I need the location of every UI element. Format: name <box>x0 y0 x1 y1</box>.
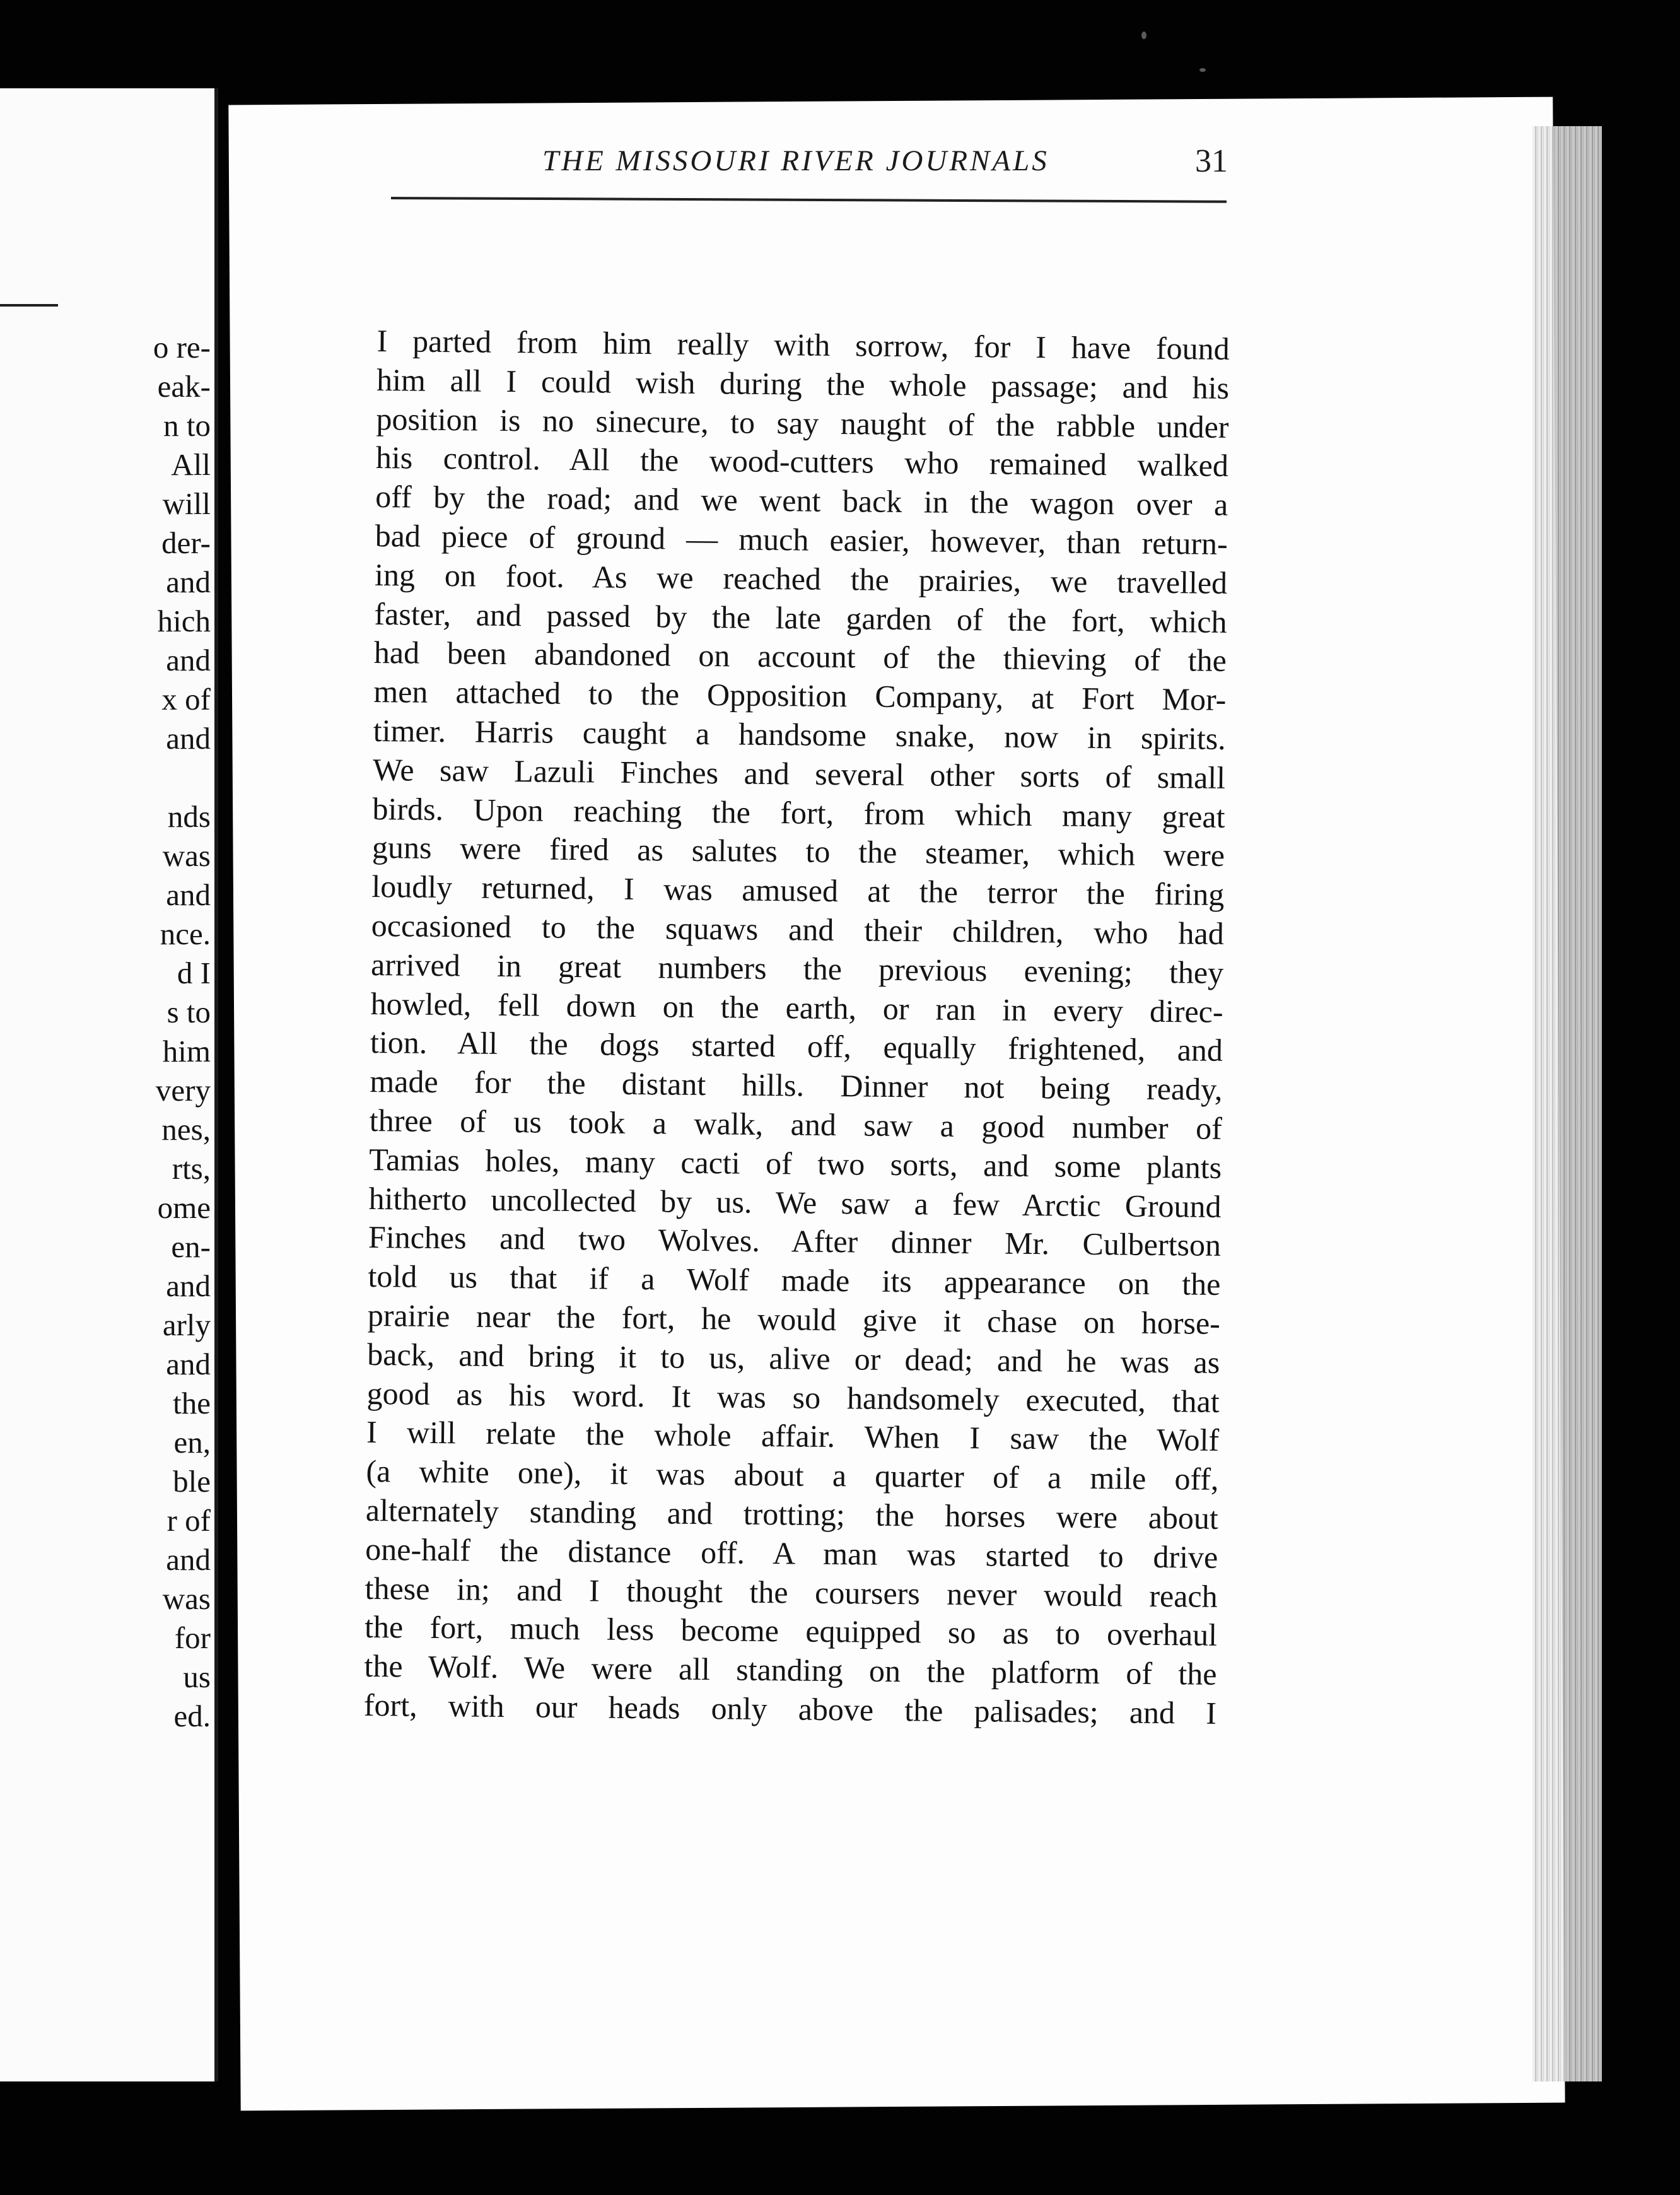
left-page-line: ed. <box>173 1699 211 1733</box>
text-line: faster, and passed by the late garden of the fort, which <box>374 595 1227 640</box>
text-line: him all I could wish during the whole passage; and his <box>376 361 1230 406</box>
text-line: ing on foot. As we reached the prairies, we travelled <box>374 556 1228 600</box>
text-line: arrived in great numbers the previous evening; they <box>370 946 1224 990</box>
left-page-line: was <box>162 838 211 873</box>
text-line: off by the road; and we went back in the wagon over a <box>375 479 1228 523</box>
left-page-line: and <box>166 1347 211 1381</box>
left-page-line: was <box>162 1581 211 1616</box>
left-page-line: him <box>162 1034 211 1068</box>
left-page-line: s to <box>166 995 211 1029</box>
left-page-line: x of <box>161 682 211 717</box>
text-line: good as his word. It was so handsomely executed, that <box>366 1375 1220 1419</box>
text-line: loudly returned, I was amused at the terror the firing <box>371 869 1225 913</box>
text-line: three of us took a walk, and saw a good number of <box>369 1102 1223 1146</box>
text-line: made for the distant hills. Dinner not being ready, <box>370 1063 1223 1108</box>
page-number: 31 <box>1195 143 1228 179</box>
left-page-line: ble <box>173 1464 211 1499</box>
left-page-line: hich <box>157 604 211 638</box>
left-page-line: en- <box>171 1229 211 1264</box>
left-page-line: n to <box>163 408 211 443</box>
dust-speck <box>1141 32 1146 39</box>
left-page-line: and <box>166 565 211 599</box>
left-page-line: very <box>155 1073 211 1108</box>
text-line: prairie near the fort, he would give it chase on horse- <box>367 1297 1221 1341</box>
text-line: timer. Harris caught a handsome snake, now in spirits. <box>373 712 1226 756</box>
left-page-line: rts, <box>172 1151 211 1186</box>
text-line: tion. All the dogs started off, equally frightened, and <box>370 1024 1223 1068</box>
text-line: occasioned to the squaws and their children, who had <box>371 907 1225 951</box>
text-line: his control. All the wood-cutters who remained walked <box>375 440 1229 484</box>
text-line: Tamias holes, many cacti of two sorts, and some plants <box>368 1141 1222 1185</box>
text-line: birds. Upon reaching the fort, from which many great <box>372 790 1225 834</box>
left-page-line: nds <box>167 799 211 834</box>
left-page-line: will <box>162 486 211 521</box>
left-page-line <box>153 758 211 797</box>
left-page-line: ome <box>157 1190 211 1225</box>
text-line: I parted from him really with sorrow, for I have found <box>376 322 1230 366</box>
left-page-line: and <box>166 643 211 677</box>
text-line: I will relate the whole affair. When I saw the Wolf <box>366 1414 1220 1458</box>
left-page-line: nes, <box>161 1112 211 1147</box>
running-head: THE MISSOURI RIVER JOURNALS <box>542 144 1049 177</box>
text-line: (a white one), it was about a quarter of a mile off, <box>366 1453 1219 1497</box>
text-line: hitherto uncollected by us. We saw a few Arctic Ground <box>368 1180 1222 1224</box>
page-block-edge <box>1532 126 1602 2081</box>
left-page-line: and <box>166 1268 211 1303</box>
left-page-line: eak- <box>157 369 211 404</box>
text-line: howled, fell down on the earth, or ran in every direc- <box>370 985 1223 1029</box>
text-line: position is no sinecure, to say naught of the rabble under <box>376 401 1229 445</box>
left-page-line: the <box>173 1386 211 1420</box>
text-line: the fort, much less become equipped so as to overhaul <box>364 1609 1218 1653</box>
left-page-line: arly <box>162 1308 211 1342</box>
left-page-text-fragments <box>153 328 211 1736</box>
text-line: guns were fired as salutes to the steamer, which were <box>371 829 1225 874</box>
text-line: We saw Lazuli Finches and several other sorts of small <box>372 751 1226 795</box>
left-page-line: o re- <box>153 330 211 365</box>
left-page-line: en, <box>173 1425 211 1460</box>
text-line: fort, with our heads only above the palisades; and I <box>363 1687 1217 1731</box>
text-line: these in; and I thought the coursers never would reach <box>365 1570 1218 1614</box>
left-page-line: der- <box>161 525 211 560</box>
body-text <box>364 322 1230 1733</box>
text-line: one-half the distance off. A man was started to drive <box>365 1531 1218 1575</box>
left-page-line: nce. <box>160 916 211 951</box>
text-line: told us that if a Wolf made its appearance on the <box>368 1258 1221 1302</box>
left-page-rule <box>0 304 58 307</box>
left-page-line: d I <box>177 956 211 990</box>
left-page-line: for <box>174 1620 211 1655</box>
text-line: bad piece of ground — much easier, however, than return- <box>375 517 1228 561</box>
left-page-line: All <box>171 447 211 482</box>
left-page-line: r of <box>166 1503 211 1538</box>
text-line: the Wolf. We were all standing on the platform of the <box>364 1648 1217 1692</box>
text-line: back, and bring it to us, alive or dead; and he was as <box>367 1336 1220 1380</box>
left-page-line: and <box>166 1542 211 1577</box>
left-page-line: and <box>166 721 211 756</box>
left-page-line: us <box>183 1659 211 1694</box>
text-line: Finches and two Wolves. After dinner Mr. Culbertson <box>368 1219 1222 1263</box>
text-line: alternately standing and trotting; the horses were about <box>365 1492 1219 1536</box>
text-line: had been abandoned on account of the thieving of the <box>373 635 1227 679</box>
dust-speck <box>1199 68 1206 72</box>
left-page-line: and <box>166 877 211 912</box>
text-line: men attached to the Opposition Company, at Fort Mor- <box>373 674 1227 718</box>
left-facing-page <box>0 88 218 2081</box>
